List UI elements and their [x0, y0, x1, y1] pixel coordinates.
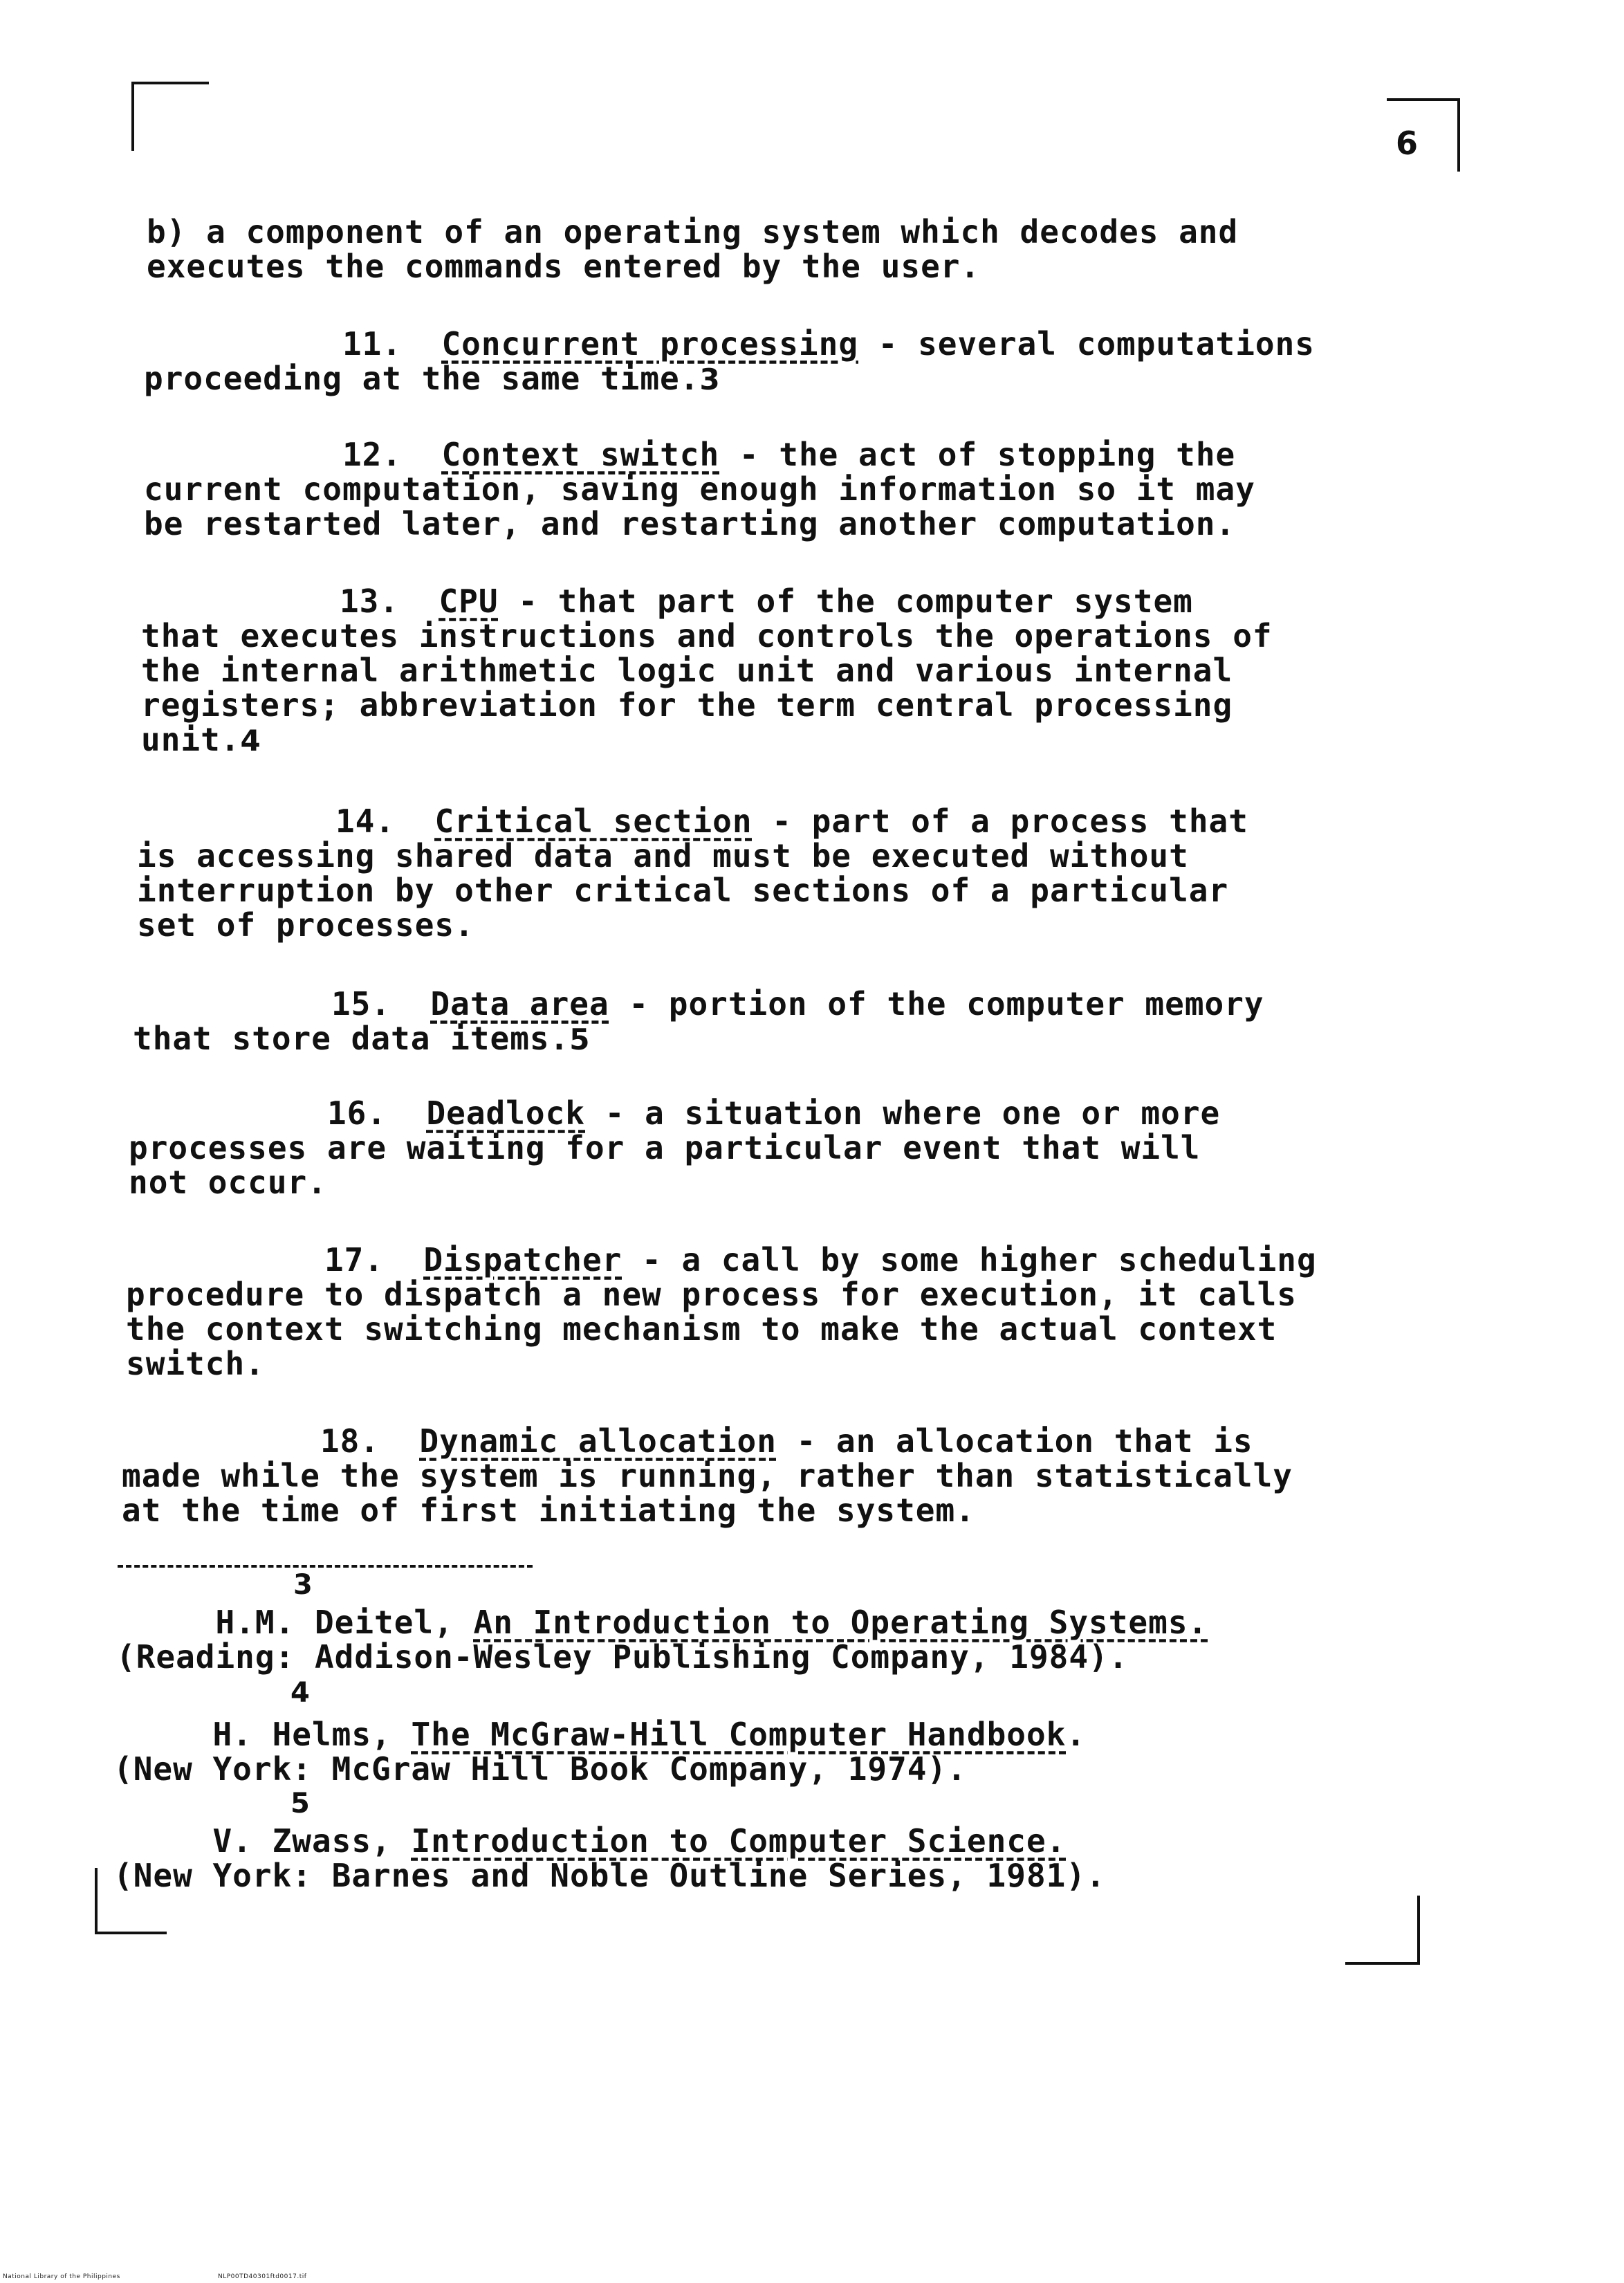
entry-definition-first: - portion of the computer memory: [609, 985, 1264, 1023]
page-number: 6: [1396, 125, 1419, 162]
entry-term: Data area: [430, 985, 609, 1023]
entry-number: 18.: [320, 1422, 380, 1460]
glossary-entry-12: [144, 437, 1437, 541]
glossary-entry-15: [133, 987, 1426, 1057]
entry-term: Dynamic allocation: [419, 1422, 777, 1460]
intro-line-2: executes the commands entered by the user.: [147, 248, 981, 285]
glossary-entry-16: [129, 1096, 1422, 1200]
entry-number: 16.: [326, 1094, 387, 1132]
entry-term: Deadlock: [426, 1094, 585, 1132]
entry-definition-rest: is accessing shared data and must be executed without interruption by other critical sections of a particular set of processes.: [137, 837, 1229, 944]
entry-term: Context switch: [441, 436, 720, 473]
footnote-title: Introduction to Computer Science.: [411, 1822, 1067, 1860]
entry-number: 11.: [342, 325, 403, 363]
entry-definition-rest: proceeding at the same time.: [144, 360, 700, 397]
entry-definition-rest: procedure to dispatch a new process for execution, it calls the context switching mechanism to make the actual context switch.: [126, 1276, 1297, 1382]
entry-definition-first: - several computations: [858, 325, 1316, 363]
intro-paragraph: [147, 214, 1440, 284]
footnote-publisher: (New York: Barnes and Noble Outline Series, 1981).: [113, 1857, 1106, 1894]
entry-term: Concurrent processing: [441, 325, 859, 363]
crop-mark-bottom-right: [1345, 1896, 1420, 1965]
footnote-publisher: (Reading: Addison-Wesley Publishing Company, 1984).: [116, 1638, 1129, 1676]
entry-definition-first: - an allocation that is: [776, 1422, 1253, 1460]
entry-number: 14.: [335, 803, 396, 840]
footnote-title: An Introduction to Operating Systems.: [473, 1604, 1208, 1641]
footnote-3: [116, 1605, 1410, 1674]
entry-term: Dispatcher: [423, 1241, 622, 1278]
footnote-divider: [118, 1565, 533, 1568]
footnote-author: H.M. Deitel,: [215, 1604, 474, 1641]
entry-number: 12.: [342, 436, 403, 473]
entry-definition-first: - a situation where one or more: [585, 1094, 1221, 1132]
entry-definition-first: - the act of stopping the: [719, 436, 1236, 473]
entry-term: Critical section: [434, 803, 753, 840]
entry-definition-rest: that store data items.: [133, 1020, 570, 1057]
footnote-reference: 4: [240, 724, 261, 758]
entry-definition-rest: that executes instructions and controls the operations of the internal arithmetic logic unit and various internal registers; abbreviation for the term central processing unit.: [141, 617, 1273, 758]
entry-number: 17.: [324, 1241, 385, 1278]
footnote-5: [113, 1824, 1407, 1893]
entry-definition-first: - that part of the computer system: [498, 583, 1193, 620]
archive-footer-right: NLP00TD40301ftd0017.tif: [218, 2273, 307, 2280]
entry-definition-rest: made while the system is running, rather than statistically at the time of first initiating the system.: [122, 1457, 1293, 1529]
footnote-reference: 5: [569, 1023, 591, 1056]
footnote-title: The McGraw-Hill Computer Handbook: [411, 1716, 1067, 1753]
entry-number: 15.: [331, 985, 391, 1023]
glossary-entry-14: [137, 804, 1430, 942]
entry-definition-first: - a call by some higher scheduling: [622, 1241, 1317, 1278]
entry-number: 13.: [339, 583, 400, 620]
footnote-reference: 3: [699, 363, 721, 396]
intro-line-1: b) a component of an operating system which decodes and: [147, 213, 1239, 250]
archive-footer-left: National Library of the Philippines: [3, 2273, 120, 2280]
glossary-entry-18: [122, 1424, 1415, 1528]
glossary-entry-13: [141, 584, 1434, 758]
entry-definition-rest: current computation, saving enough information so it may be restarted later, and restarting another computation.: [144, 470, 1255, 542]
footnote-number: 4: [290, 1677, 310, 1709]
footnote-number: 3: [293, 1569, 313, 1601]
footnote-4: H. Helms, The McGraw-Hill Computer Handbook. (New York: McGraw Hill Book Company, 1974).: [113, 1716, 1087, 1788]
footnote-publisher: (New York: McGraw Hill Book Company, 1974).: [113, 1750, 967, 1788]
entry-term: CPU: [439, 583, 499, 620]
entry-definition-first: - part of a process that: [752, 803, 1248, 840]
footnote-number: 5: [290, 1788, 310, 1819]
glossary-entry-11: [144, 327, 1437, 397]
footnote-author: V. Zwass,: [212, 1822, 412, 1860]
crop-mark-top-left: [131, 82, 209, 151]
glossary-entry-17: [126, 1243, 1419, 1381]
footnote-author: H. Helms,: [212, 1716, 412, 1753]
entry-definition-rest: processes are waiting for a particular event that will not occur.: [129, 1129, 1201, 1201]
